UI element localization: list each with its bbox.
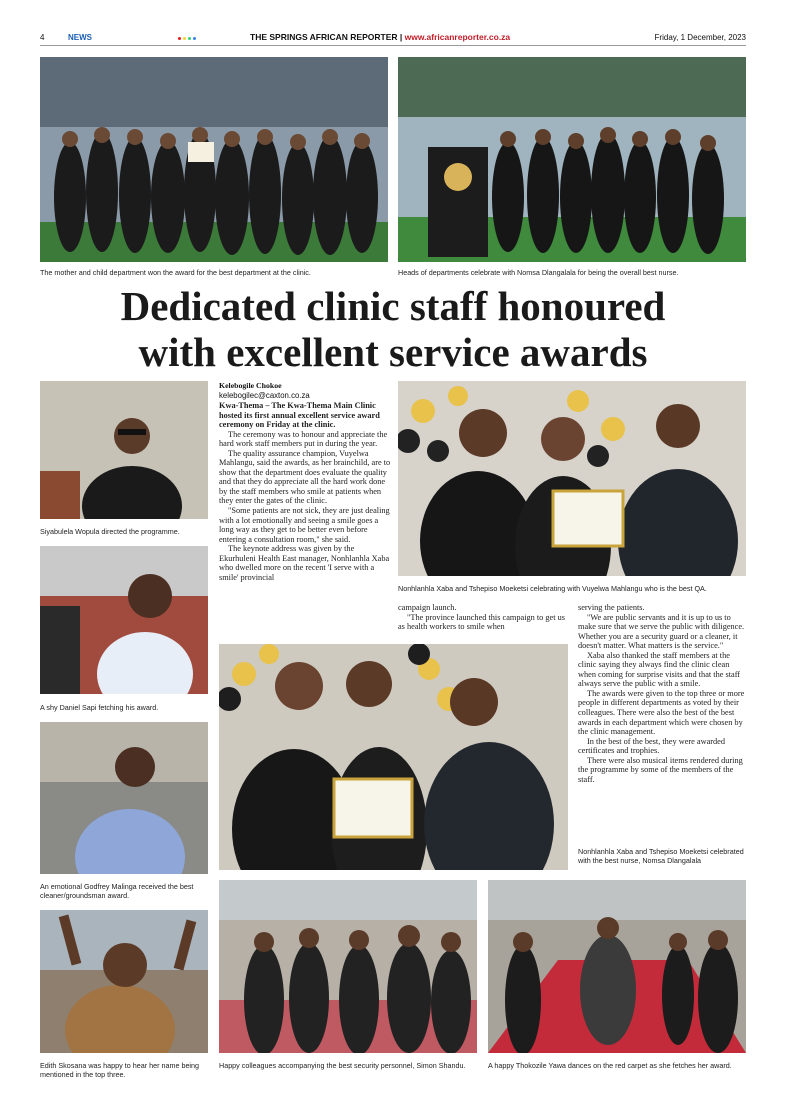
color-dot [183,37,186,40]
header-rule [40,45,746,46]
article-paragraph: campaign launch. [398,603,457,612]
color-dots [178,32,198,42]
photo-edith-skosana [40,910,208,1053]
photo-daniel-sapi [40,546,208,694]
caption-mother-child: The mother and child department won the award for the best department at the clinic. [40,268,311,277]
article-paragraph: The awards were given to the top three or more people in different departments as voted by their colleagues. There were also the best of the best awards in each department which were chosen by the clinic management. [578,688,745,737]
page-number: 4 [40,33,45,42]
article-paragraph: The quality assurance champion, Vuyelwa Mahlangu, said the awards, as her brainchild, are to show that the department does evaluate the quality and that they do appreciate all the hard work done by the staff members who smile at patients when they enter the gates of the clinic. [219,448,391,506]
issue-date: Friday, 1 December, 2023 [654,33,746,42]
photo-heads-of-departments [398,57,746,262]
caption-edith-skosana: Edith Skosana was happy to hear her name being mentioned in the top three. [40,1061,200,1080]
masthead [250,32,510,42]
article-paragraph: "We are public servants and it is up to us to make sure that we serve the public with diligence. Whether you are a security guard or a cleaner, it doesn't matter. What matters is the service." [578,612,745,651]
photo-godfrey-malinga [40,722,208,874]
caption-heads: Heads of departments celebrate with Nomsa Dlangalala for being the overall best nurse. [398,268,679,277]
article-column-3 [578,603,746,784]
photo-siyabulela-wopula [40,381,208,519]
article-paragraph: Xaba also thanked the staff members at the clinic saying they always find the clinic clean when coming for surprise visits and that the staff always serve the public with a smile. [578,650,741,689]
headline-line-2: with excellent service awards [138,329,648,375]
photo-simon-shandu [219,880,477,1053]
article-paragraph: serving the patients. [578,603,645,612]
caption-godfrey-malinga: An emotional Godfrey Malinga received the best cleaner/groundsman award. [40,882,194,901]
color-dot [188,37,191,40]
masthead-url[interactable]: www.africanreporter.co.za [404,32,511,42]
photo-thokozile-yawa [488,880,746,1053]
caption-best-nurse: Nonhlanhla Xaba and Tshepiso Moeketsi celebrated with the best nurse, Nomsa Dlangalala [578,847,744,866]
article-lead: Kwa-Thema – The Kwa-Thema Main Clinic hosted its first annual excellent service award ceremony on Friday at the clinic. [219,401,380,430]
article-paragraph: "The province launched this campaign to get us as health workers to smile when [398,612,565,632]
masthead-title: THE SPRINGS AFRICAN REPORTER [250,32,398,42]
caption-siyabulela: Siyabulela Wopula directed the programme. [40,527,180,536]
section-label: NEWS [68,33,92,42]
byline-author: Kelebogile Chokoe [219,381,282,390]
article-paragraph: "Some patients are not sick, they are just dealing with a lot emotionally and seeing a smile goes a long way as they get to be better even before entering a consultation room," she said. [219,506,390,544]
article-paragraph: There were also musical items rendered during the programme by some of the members of the staff. [578,755,743,784]
article-paragraph: The ceremony was to honour and appreciate the hard work staff members put in during the year. [219,429,388,449]
photo-best-nurse-nomsa-dlangalala [219,644,568,870]
caption-simon-shandu: Happy colleagues accompanying the best security personnel, Simon Shandu. [219,1061,466,1070]
article-paragraph: The keynote address was given by the Ekurhuleni Health East manager, Nonhlanhla Xaba who dwelled more on the recent 'I serve with a smile' provincial [219,544,390,582]
article-paragraph: In the best of the best, they were awarded certificates and trophies. [578,736,725,756]
caption-best-qa: Nonhlanhla Xaba and Tshepiso Moeketsi celebrating with Vuyelwa Mahlangu who is the best QA. [398,584,707,593]
photo-mother-child-department [40,57,388,262]
caption-daniel-sapi: A shy Daniel Sapi fetching his award. [40,703,159,712]
photo-best-qa-vuyelwa-mahlangu [398,381,746,576]
byline [219,381,394,400]
headline [40,283,746,375]
article-column-2 [398,603,568,632]
color-dot [193,37,196,40]
masthead-separator: | [399,32,403,42]
page-header [40,31,746,45]
caption-thokozile-yawa: A happy Thokozile Yawa dances on the red carpet as she fetches her award. [488,1061,732,1070]
color-dot [178,37,181,40]
headline-line-1: Dedicated clinic staff honoured [120,283,666,329]
article-column-1 [219,401,391,582]
byline-email[interactable]: kelebogilec@caxton.co.za [219,390,310,400]
